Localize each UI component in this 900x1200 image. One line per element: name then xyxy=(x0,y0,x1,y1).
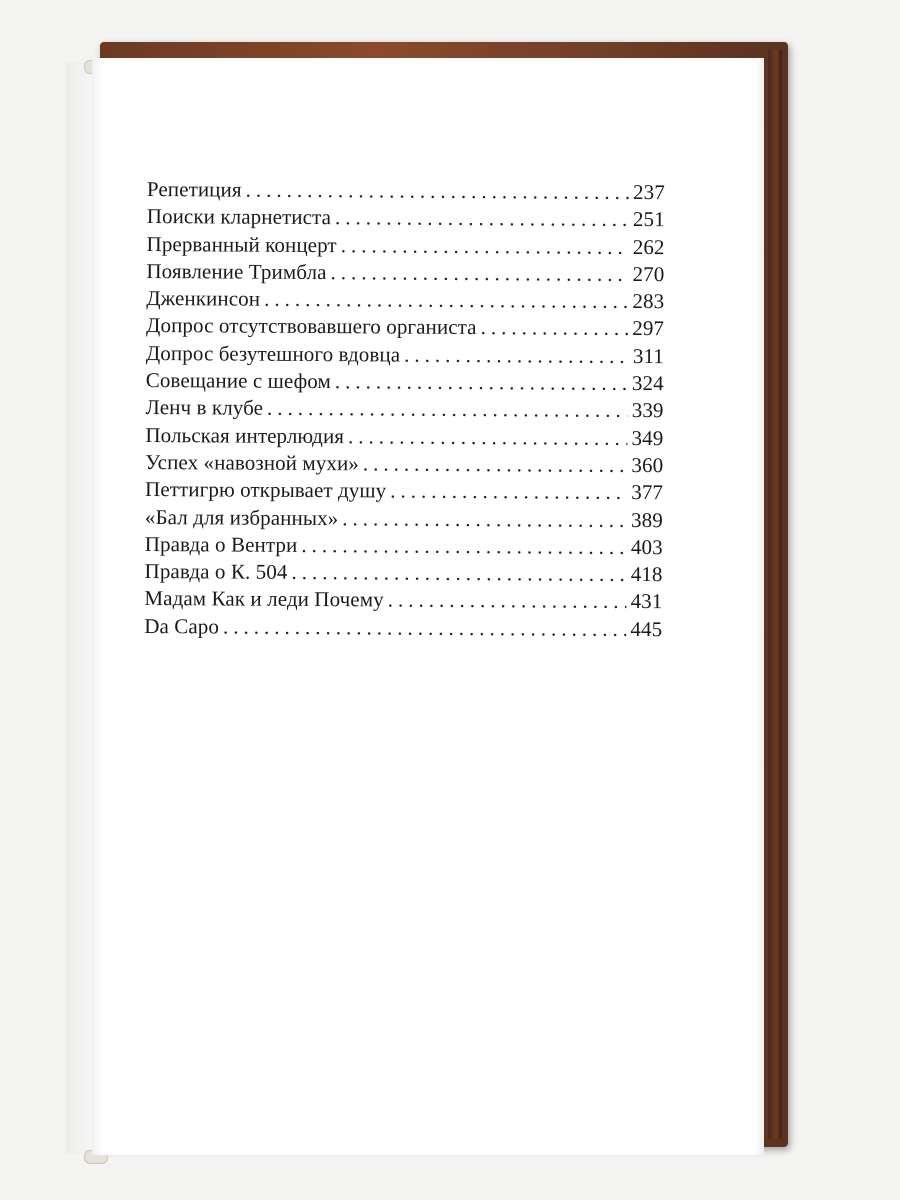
toc-dot-leader xyxy=(342,506,627,533)
toc-entry-page-number: 389 xyxy=(631,507,663,532)
toc-entry xyxy=(145,423,663,453)
toc-entry-title: Допрос отсутствовавшего органиста xyxy=(146,313,477,340)
toc-entry-title: Появление Тримбла xyxy=(146,258,327,284)
toc-entry-title: Правда о Вентри xyxy=(144,531,298,557)
toc-entry xyxy=(146,313,664,343)
toc-dot-leader xyxy=(267,396,628,423)
toc-entry xyxy=(147,177,665,207)
toc-entry-page-number: 297 xyxy=(632,316,665,341)
toc-entry-title: Da Capo xyxy=(144,613,220,639)
toc-entry-page-number: 270 xyxy=(632,261,665,287)
toc-entry xyxy=(145,395,663,425)
toc-entry-title: Дженкинсон xyxy=(146,286,261,311)
toc-entry-title: Ленч в клубе xyxy=(145,395,264,421)
toc-entry xyxy=(144,559,662,589)
toc-entry-page-number: 324 xyxy=(631,371,664,396)
toc-entry-page-number: 360 xyxy=(631,452,664,478)
toc-dot-leader xyxy=(348,424,628,451)
toc-entry-title: Мадам Как и леди Почему xyxy=(144,586,384,612)
toc-dot-leader xyxy=(335,205,629,232)
toc-entry xyxy=(145,505,663,535)
toc-entry-page-number: 339 xyxy=(631,398,664,423)
toc-entry-title: Репетиция xyxy=(146,177,242,202)
toc-entry xyxy=(146,259,664,289)
toc-entry-page-number: 418 xyxy=(630,562,663,587)
toc-entry xyxy=(146,341,664,371)
toc-entry-title: Правда о К. 504 xyxy=(144,559,288,585)
toc-entry-title: Поиски кларнетиста xyxy=(146,204,332,230)
toc-entry xyxy=(145,450,663,480)
toc-entry xyxy=(146,286,664,316)
toc-entry-page-number: 403 xyxy=(630,534,663,560)
toc-entry xyxy=(145,477,663,507)
toc-dot-leader xyxy=(291,560,626,587)
toc-entry-page-number: 283 xyxy=(632,289,665,314)
toc-entry xyxy=(146,368,664,398)
toc-dot-leader xyxy=(341,233,629,260)
toc-entry-page-number: 237 xyxy=(633,179,665,205)
toc-entry-title: Польская интерлюдия xyxy=(145,422,345,448)
toc-dot-leader xyxy=(246,178,630,205)
toc-dot-leader xyxy=(264,287,628,314)
toc-entry xyxy=(144,614,662,644)
toc-entry-page-number: 262 xyxy=(632,234,665,259)
toc-entry-title: Допрос безутешного вдовца xyxy=(145,340,401,367)
toc-dot-leader xyxy=(363,451,628,478)
toc-entry xyxy=(144,586,662,616)
toc-entry-page-number: 251 xyxy=(632,207,665,232)
toc-entry xyxy=(146,232,664,262)
toc-dot-leader xyxy=(223,614,627,641)
toc-entry-title: «Бал для избранных» xyxy=(144,504,339,530)
toc-dot-leader xyxy=(390,479,627,505)
toc-entry xyxy=(145,532,663,562)
toc-dot-leader xyxy=(388,588,627,614)
toc-dot-leader xyxy=(335,369,628,396)
toc-dot-leader xyxy=(301,533,627,560)
toc-entry xyxy=(147,204,665,234)
toc-entry-page-number: 349 xyxy=(631,425,664,450)
toc-dot-leader xyxy=(481,316,629,342)
toc-entry-title: Успех «навозной мухи» xyxy=(145,449,360,476)
toc-entry-page-number: 311 xyxy=(632,343,664,368)
toc-entry-title: Петтигрю открывает душу xyxy=(145,477,387,503)
toc-entry-title: Прерванный концерт xyxy=(146,231,337,257)
toc-entry-page-number: 445 xyxy=(630,616,663,641)
toc-entry-page-number: 431 xyxy=(630,589,663,614)
toc-entry-title: Совещание с шефом xyxy=(145,368,332,394)
toc-entry-page-number: 377 xyxy=(631,480,664,505)
table-of-contents xyxy=(144,177,665,644)
toc-dot-leader xyxy=(330,260,628,287)
toc-dot-leader xyxy=(404,342,629,368)
